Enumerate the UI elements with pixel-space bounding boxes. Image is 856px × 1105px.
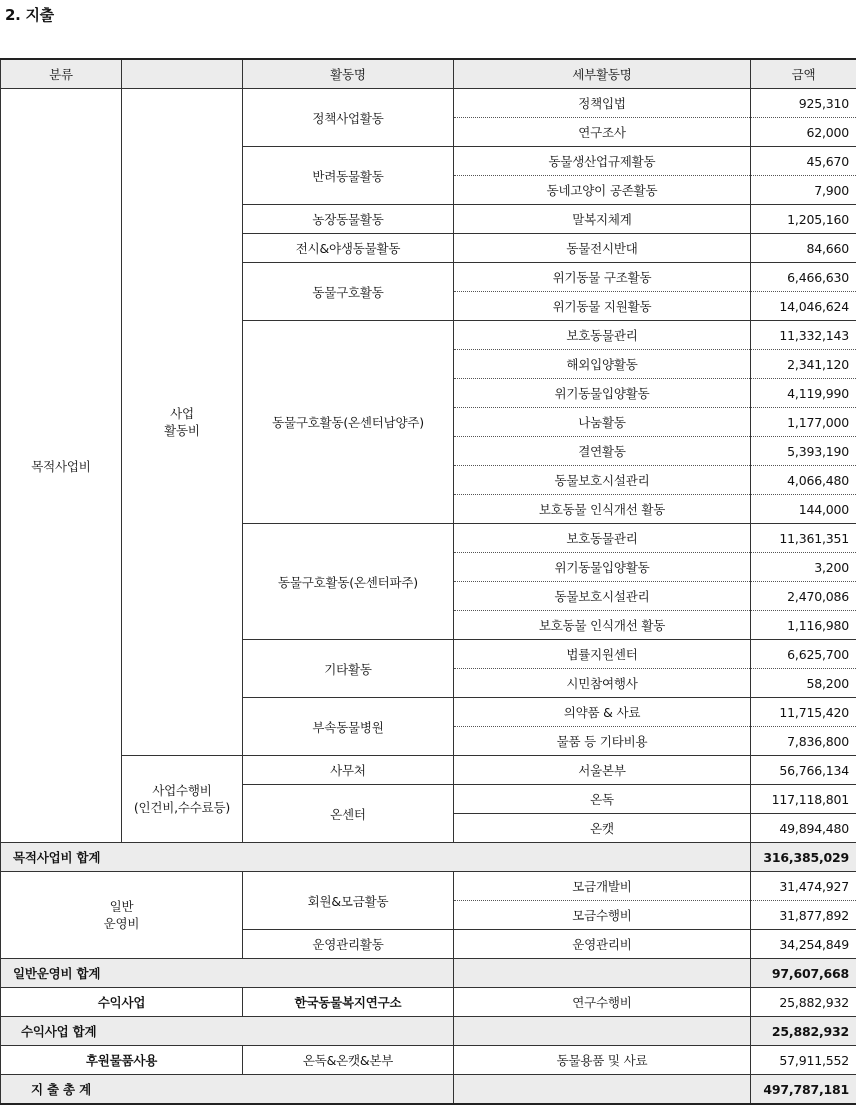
- detail-cell: 동물용품 및 사료: [454, 1046, 751, 1075]
- detail-cell: 위기동물 구조활동: [454, 263, 751, 292]
- activity-policy: 정책사업활동: [243, 89, 454, 147]
- detail-cell: 모금개발비: [454, 872, 751, 901]
- category-donation: 후원물품사용: [1, 1046, 243, 1075]
- header-activity: 활동명: [243, 59, 454, 89]
- expense-table: [0, 58, 856, 1105]
- amount-cell: 57,911,552: [751, 1046, 856, 1075]
- amount-cell: 34,254,849: [751, 930, 856, 959]
- amount-cell: 3,200: [751, 553, 856, 582]
- amount-cell: 11,361,351: [751, 524, 856, 553]
- detail-cell: 시민참여행사: [454, 669, 751, 698]
- amount-cell: 4,119,990: [751, 379, 856, 408]
- detail-cell: 운영관리비: [454, 930, 751, 959]
- category-general: 일반 운영비: [1, 872, 243, 959]
- amount-cell: 1,116,980: [751, 611, 856, 640]
- detail-cell: 모금수행비: [454, 901, 751, 930]
- detail-cell: 보호동물 인식개선 활동: [454, 495, 751, 524]
- detail-cell: 온캣: [454, 814, 751, 843]
- activity-rescue-namyangju: 동물구호활동(온센터남양주): [243, 321, 454, 524]
- amount-cell: 84,660: [751, 234, 856, 263]
- general-total-amount: 97,607,668: [751, 959, 856, 988]
- grand-total-blank: [454, 1075, 751, 1105]
- activity-oncenter: 온센터: [243, 785, 454, 843]
- category-income: 수익사업: [1, 988, 243, 1017]
- amount-cell: 58,200: [751, 669, 856, 698]
- detail-cell: 온독: [454, 785, 751, 814]
- table-row: [1, 756, 856, 785]
- activity-rescue-paju: 동물구호활동(온센터파주): [243, 524, 454, 640]
- activity-ops: 운영관리활동: [243, 930, 454, 959]
- detail-cell: 위기동물입양활동: [454, 553, 751, 582]
- amount-cell: 117,118,801: [751, 785, 856, 814]
- general-total-row: [1, 959, 856, 988]
- category-business-activity: 사업 활동비: [122, 89, 243, 756]
- amount-cell: 31,474,927: [751, 872, 856, 901]
- detail-cell: 위기동물입양활동: [454, 379, 751, 408]
- detail-cell: 결연활동: [454, 437, 751, 466]
- activity-donation-org: 온독&온캣&본부: [243, 1046, 454, 1075]
- income-total-blank: [454, 1017, 751, 1046]
- detail-cell: 물품 등 기타비용: [454, 727, 751, 756]
- activity-farm: 농장동물활동: [243, 205, 454, 234]
- section-title: 2. 지출: [5, 4, 54, 25]
- amount-cell: 2,341,120: [751, 350, 856, 379]
- purpose-total-row: [1, 843, 856, 872]
- table-row: [1, 89, 856, 118]
- detail-cell: 동물보호시설관리: [454, 582, 751, 611]
- amount-cell: 11,332,143: [751, 321, 856, 350]
- detail-cell: 동물전시반대: [454, 234, 751, 263]
- general-total-blank: [454, 959, 751, 988]
- amount-cell: 144,000: [751, 495, 856, 524]
- amount-cell: 11,715,420: [751, 698, 856, 727]
- detail-cell: 위기동물 지원활동: [454, 292, 751, 321]
- amount-cell: 31,877,892: [751, 901, 856, 930]
- activity-member: 회원&모금활동: [243, 872, 454, 930]
- amount-cell: 1,177,000: [751, 408, 856, 437]
- detail-cell: 동물보호시설관리: [454, 466, 751, 495]
- activity-companion: 반려동물활동: [243, 147, 454, 205]
- detail-cell: 의약품 & 사료: [454, 698, 751, 727]
- income-total-amount: 25,882,932: [751, 1017, 856, 1046]
- header-subcategory: [122, 59, 243, 89]
- detail-cell: 말복지체계: [454, 205, 751, 234]
- amount-cell: 62,000: [751, 118, 856, 147]
- detail-cell: 보호동물관리: [454, 321, 751, 350]
- detail-cell: 정책입법: [454, 89, 751, 118]
- activity-income-org: 한국동물복지연구소: [243, 988, 454, 1017]
- header-row: [1, 59, 856, 89]
- header-category: 분류: [1, 59, 122, 89]
- activity-office: 사무처: [243, 756, 454, 785]
- purpose-total-amount: 316,385,029: [751, 843, 856, 872]
- activity-hospital: 부속동물병원: [243, 698, 454, 756]
- general-total-label: 일반운영비 합계: [1, 959, 454, 988]
- income-total-row: [1, 1017, 856, 1046]
- detail-cell: 연구조사: [454, 118, 751, 147]
- grand-total-row: [1, 1075, 856, 1105]
- detail-cell: 연구수행비: [454, 988, 751, 1017]
- grand-total-amount: 497,787,181: [751, 1075, 856, 1105]
- detail-cell: 동네고양이 공존활동: [454, 176, 751, 205]
- amount-cell: 49,894,480: [751, 814, 856, 843]
- table-row: [1, 1046, 856, 1075]
- income-total-label: 수익사업 합계: [1, 1017, 454, 1046]
- amount-cell: 5,393,190: [751, 437, 856, 466]
- activity-rescue: 동물구호활동: [243, 263, 454, 321]
- activity-etc: 기타활동: [243, 640, 454, 698]
- detail-cell: 해외입양활동: [454, 350, 751, 379]
- amount-cell: 4,066,480: [751, 466, 856, 495]
- activity-wild: 전시&야생동물활동: [243, 234, 454, 263]
- amount-cell: 6,466,630: [751, 263, 856, 292]
- amount-cell: 7,836,800: [751, 727, 856, 756]
- grand-total-label: 지 출 총 계: [1, 1075, 454, 1105]
- amount-cell: 925,310: [751, 89, 856, 118]
- amount-cell: 14,046,624: [751, 292, 856, 321]
- category-purpose: 목적사업비: [1, 89, 122, 843]
- amount-cell: 45,670: [751, 147, 856, 176]
- amount-cell: 2,470,086: [751, 582, 856, 611]
- detail-cell: 서울본부: [454, 756, 751, 785]
- purpose-total-label: 목적사업비 합계: [1, 843, 751, 872]
- table-row: [1, 872, 856, 901]
- detail-cell: 나눔활동: [454, 408, 751, 437]
- amount-cell: 6,625,700: [751, 640, 856, 669]
- detail-cell: 법률지원센터: [454, 640, 751, 669]
- header-amount: 금액: [751, 59, 856, 89]
- amount-cell: 56,766,134: [751, 756, 856, 785]
- table-row: [1, 988, 856, 1017]
- amount-cell: 1,205,160: [751, 205, 856, 234]
- detail-cell: 보호동물 인식개선 활동: [454, 611, 751, 640]
- detail-cell: 동물생산업규제활동: [454, 147, 751, 176]
- amount-cell: 7,900: [751, 176, 856, 205]
- amount-cell: 25,882,932: [751, 988, 856, 1017]
- category-business-exec: 사업수행비 (인건비,수수료등): [122, 756, 243, 843]
- header-detail: 세부활동명: [454, 59, 751, 89]
- detail-cell: 보호동물관리: [454, 524, 751, 553]
